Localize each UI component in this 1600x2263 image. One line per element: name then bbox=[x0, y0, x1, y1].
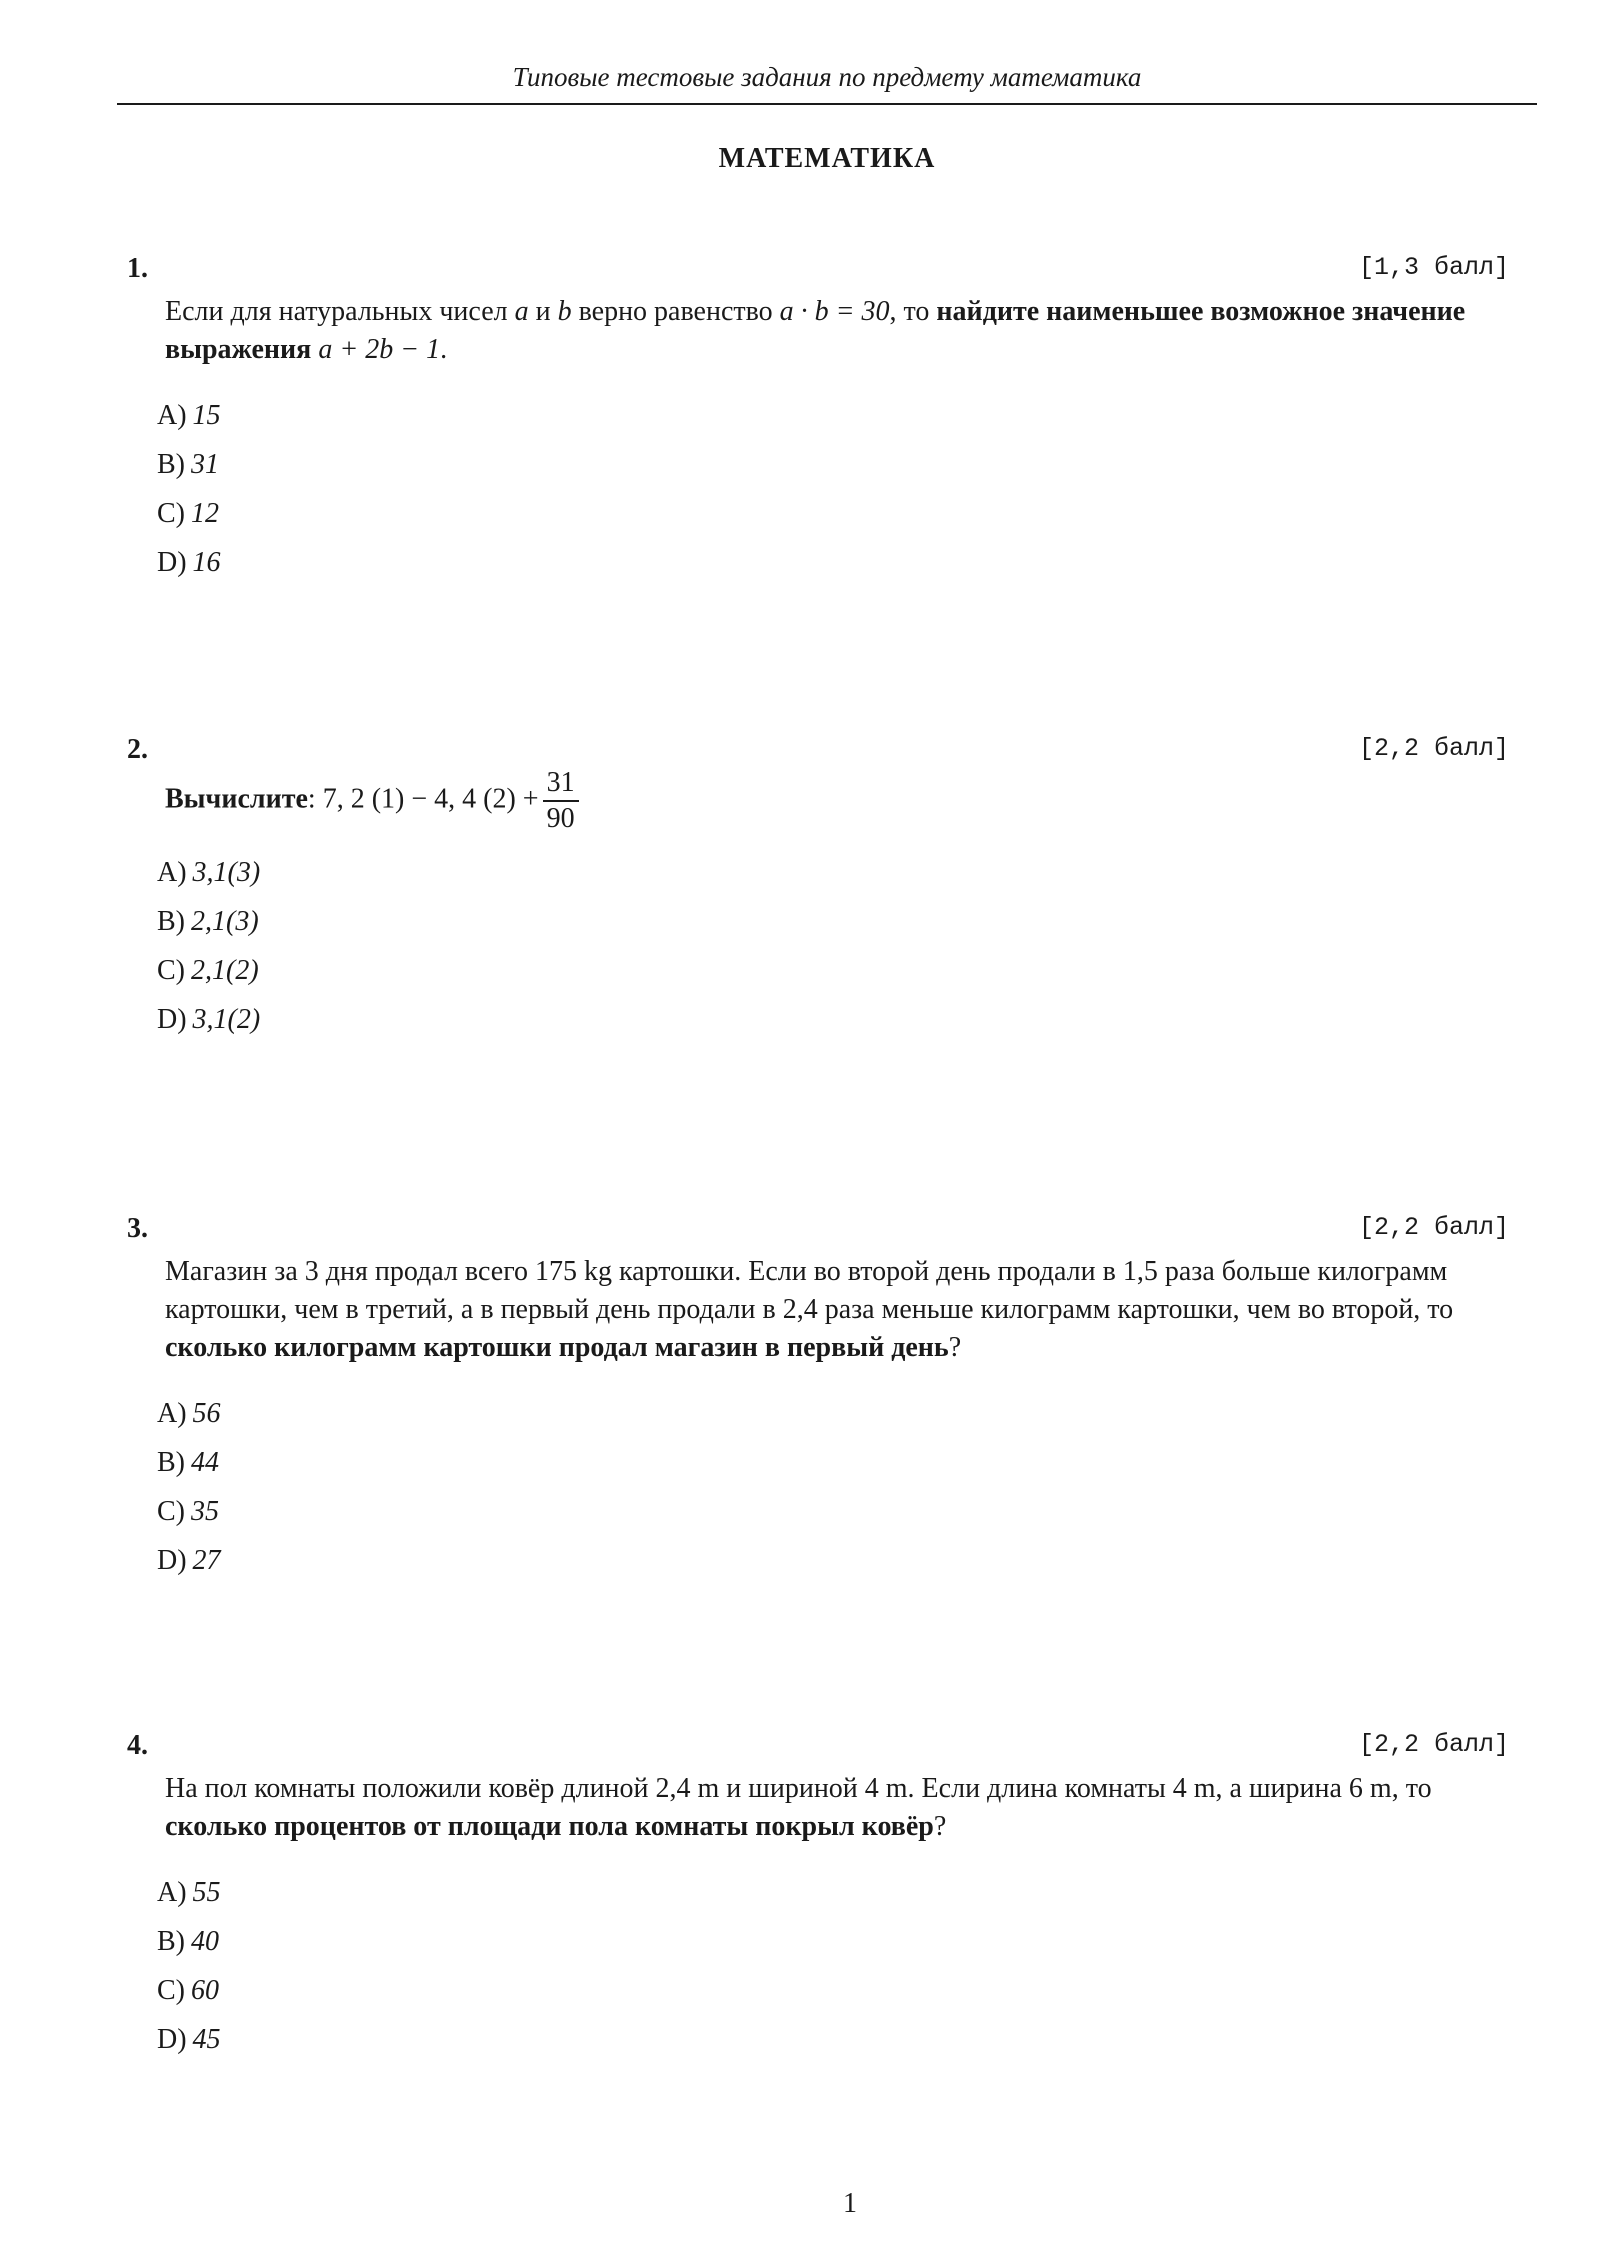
answer-option-d[interactable] bbox=[157, 538, 1509, 587]
option-value: 15 bbox=[192, 400, 221, 431]
option-letter: C) bbox=[157, 955, 185, 986]
text-fragment: , то bbox=[889, 296, 937, 327]
question-text bbox=[165, 293, 1509, 369]
bold-fragment: сколько процентов от площади пола комнаты покрыл ковёр bbox=[165, 1811, 934, 1842]
option-letter: D) bbox=[157, 1004, 187, 1035]
text-fragment: : bbox=[307, 783, 323, 815]
text-fragment: ? bbox=[933, 1811, 947, 1842]
option-value: 55 bbox=[192, 1877, 221, 1908]
answer-option-d[interactable] bbox=[157, 2015, 1509, 2064]
math-fragment: a + 2b − 1 bbox=[318, 334, 441, 365]
question-header bbox=[127, 1730, 1509, 1770]
option-value: 3,1(2) bbox=[192, 1004, 261, 1035]
answer-option-c[interactable] bbox=[157, 1487, 1509, 1536]
option-value: 31 bbox=[191, 449, 219, 480]
option-letter: C) bbox=[157, 1975, 185, 2006]
answer-option-c[interactable] bbox=[157, 1966, 1509, 2015]
option-value: 12 bbox=[191, 498, 219, 529]
option-letter: A) bbox=[157, 1398, 187, 1429]
question-header bbox=[127, 1213, 1509, 1253]
question-4 bbox=[127, 1730, 1509, 2064]
question-header bbox=[127, 734, 1509, 774]
answer-option-b[interactable] bbox=[157, 440, 1509, 489]
option-value: 2,1(2) bbox=[191, 955, 259, 986]
question-text bbox=[165, 1770, 1509, 1846]
option-value: 35 bbox=[191, 1496, 219, 1527]
bold-fragment: найдите наименьшее возможное значение выражения bbox=[165, 296, 1466, 365]
question-score: [2,2 балл] bbox=[1358, 1730, 1509, 1759]
answer-option-c[interactable] bbox=[157, 489, 1509, 538]
answer-options bbox=[157, 1389, 1509, 1585]
math-fragment: b bbox=[557, 296, 572, 327]
option-value: 16 bbox=[192, 547, 221, 578]
option-value: 45 bbox=[192, 2024, 221, 2055]
option-value: 60 bbox=[191, 1975, 219, 2006]
running-header: Типовые тестовые задания по предмету математика bbox=[512, 62, 1142, 92]
math-fragment: a · b = 30 bbox=[779, 296, 890, 327]
option-letter: D) bbox=[157, 1545, 187, 1576]
option-letter: D) bbox=[157, 2024, 187, 2055]
option-letter: C) bbox=[157, 1496, 185, 1527]
option-value: 44 bbox=[191, 1447, 219, 1478]
header-rule bbox=[117, 103, 1537, 105]
option-value: 3,1(3) bbox=[192, 857, 261, 888]
document-title: МАТЕМАТИКА bbox=[718, 143, 936, 174]
text-fragment: Если для натуральных чисел bbox=[165, 296, 515, 327]
option-letter: A) bbox=[157, 400, 187, 431]
option-letter: B) bbox=[157, 1926, 185, 1957]
text-fragment: Магазин за 3 дня продал всего 175 kg картошки. Если во второй день продали в 1,5 раза больше килограмм картошки, чем в третий, а в первый день продали в 2,4 раза меньше килограмм картошки, чем во второй, то bbox=[165, 1256, 1454, 1325]
question-score: [2,2 балл] bbox=[1358, 734, 1509, 763]
option-value: 40 bbox=[191, 1926, 219, 1957]
answer-option-a[interactable] bbox=[157, 1868, 1509, 1917]
option-letter: C) bbox=[157, 498, 185, 529]
question-number: 2. bbox=[127, 734, 148, 765]
question-text bbox=[165, 1253, 1509, 1367]
bold-fragment: Вычислите bbox=[165, 783, 308, 815]
text-fragment: и bbox=[528, 296, 558, 327]
question-number: 4. bbox=[127, 1730, 148, 1761]
option-value: 27 bbox=[192, 1545, 221, 1576]
answer-option-a[interactable] bbox=[157, 848, 1509, 897]
option-letter: B) bbox=[157, 1447, 185, 1478]
text-fragment: верно равенство bbox=[571, 296, 780, 327]
question-2 bbox=[127, 734, 1509, 1044]
answer-option-d[interactable] bbox=[157, 995, 1509, 1044]
fraction bbox=[543, 766, 579, 836]
answer-option-a[interactable] bbox=[157, 1389, 1509, 1438]
answer-options bbox=[157, 1868, 1509, 2064]
answer-option-c[interactable] bbox=[157, 946, 1509, 995]
question-header bbox=[127, 253, 1509, 293]
answer-option-d[interactable] bbox=[157, 1536, 1509, 1585]
page-number: 1 bbox=[843, 2188, 857, 2219]
question-number: 1. bbox=[127, 253, 148, 284]
question-text bbox=[165, 766, 1509, 836]
text-fragment: . bbox=[440, 334, 448, 365]
fraction-numerator: 31 bbox=[543, 766, 579, 802]
text-fragment: На пол комнаты положили ковёр длиной 2,4 m и шириной 4 m. Если длина комнаты 4 m, а ширина 6 m, то bbox=[165, 1773, 1432, 1804]
question-score: [2,2 балл] bbox=[1358, 1213, 1509, 1242]
question-number: 3. bbox=[127, 1213, 148, 1244]
answer-option-a[interactable] bbox=[157, 391, 1509, 440]
option-letter: A) bbox=[157, 1877, 187, 1908]
math-fragment: 7, 2 (1) − 4, 4 (2) + bbox=[322, 783, 539, 815]
answer-option-b[interactable] bbox=[157, 897, 1509, 946]
option-letter: B) bbox=[157, 906, 185, 937]
fraction-denominator: 90 bbox=[546, 803, 575, 834]
text-fragment: ? bbox=[948, 1332, 962, 1363]
option-value: 2,1(3) bbox=[191, 906, 259, 937]
answer-options bbox=[157, 848, 1509, 1044]
question-score: [1,3 балл] bbox=[1358, 253, 1509, 282]
math-fragment: a bbox=[514, 296, 529, 327]
answer-option-b[interactable] bbox=[157, 1438, 1509, 1487]
answer-options bbox=[157, 391, 1509, 587]
question-1 bbox=[127, 253, 1509, 587]
option-letter: D) bbox=[157, 547, 187, 578]
answer-option-b[interactable] bbox=[157, 1917, 1509, 1966]
option-letter: B) bbox=[157, 449, 185, 480]
option-value: 56 bbox=[192, 1398, 221, 1429]
question-3 bbox=[127, 1213, 1509, 1585]
option-letter: A) bbox=[157, 857, 187, 888]
bold-fragment: сколько килограмм картошки продал магазин в первый день bbox=[165, 1332, 949, 1363]
